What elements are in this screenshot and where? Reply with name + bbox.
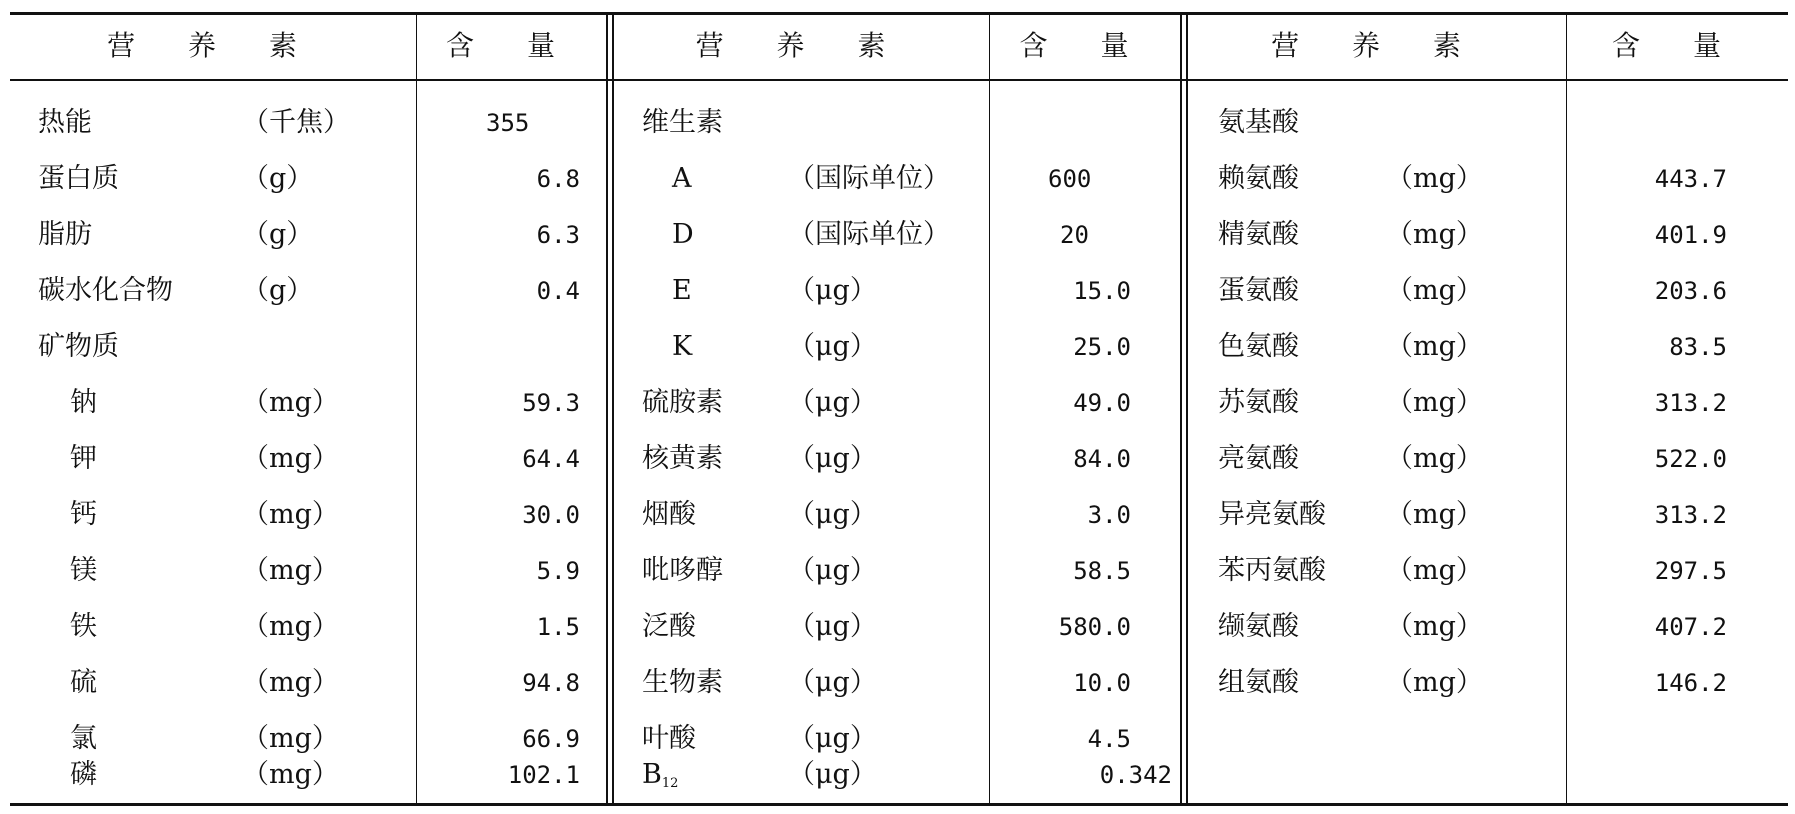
- table-bottom-rule: [10, 803, 1788, 806]
- nutrient-name: K: [672, 331, 693, 362]
- nutrient-unit: （μg）: [788, 611, 877, 642]
- nutrient-unit: （g）: [242, 163, 314, 194]
- nutrient-unit: （mg）: [1386, 499, 1483, 530]
- header-nutrient-3: 营 养 素: [1271, 29, 1483, 62]
- nutrient-value: 49.0: [1073, 389, 1131, 417]
- nutrient-value: 66.9: [522, 725, 580, 753]
- nutrient-value: 20: [1060, 221, 1089, 249]
- nutrient-value: 313.2: [1654, 389, 1727, 417]
- nutrient-value: 355: [486, 109, 530, 137]
- nutrient-value: 83.5: [1669, 333, 1727, 361]
- nutrient-value: 580.0: [1058, 613, 1131, 641]
- nutrient-unit: （mg）: [242, 611, 339, 642]
- nutrient-unit: （国际单位）: [788, 163, 950, 194]
- nutrient-value: 401.9: [1654, 221, 1727, 249]
- nutrient-unit: （mg）: [242, 499, 339, 530]
- nutrient-unit: （mg）: [242, 443, 339, 474]
- nutrient-name: 色氨酸: [1218, 331, 1299, 362]
- nutrient-value: 102.1: [507, 761, 580, 789]
- nutrient-name: 蛋氨酸: [1218, 275, 1299, 306]
- nutrient-name: 缬氨酸: [1218, 611, 1299, 642]
- nutrient-name: 蛋白质: [38, 163, 119, 194]
- nutrient-value: 25.0: [1073, 333, 1131, 361]
- group-double-rule: [1186, 12, 1188, 806]
- nutrient-name: 赖氨酸: [1218, 163, 1299, 194]
- nutrient-value: 407.2: [1654, 613, 1727, 641]
- nutrient-unit: （g）: [242, 219, 314, 250]
- nutrient-unit: （μg）: [788, 759, 877, 790]
- nutrient-value: 146.2: [1654, 669, 1727, 697]
- nutrient-value: 1.5: [536, 613, 580, 641]
- nutrient-unit: （mg）: [1386, 163, 1483, 194]
- nutrient-name: 组氨酸: [1218, 667, 1299, 698]
- nutrient-name: 氯: [70, 723, 97, 754]
- nutrient-name: 精氨酸: [1218, 219, 1299, 250]
- group-double-rule: [1180, 12, 1182, 806]
- nutrient-value: 30.0: [522, 501, 580, 529]
- nutrient-value: 600: [1048, 165, 1092, 193]
- nutrient-value: 59.3: [522, 389, 580, 417]
- nutrient-unit: （μg）: [788, 387, 877, 418]
- nutrient-value: 0.342: [1099, 761, 1172, 789]
- nutrient-group-label: 矿物质: [38, 331, 119, 362]
- nutrient-value: 64.4: [522, 445, 580, 473]
- nutrient-name: 硫胺素: [642, 387, 723, 418]
- nutrient-value: 6.3: [536, 221, 580, 249]
- nutrient-unit: （mg）: [242, 555, 339, 586]
- nutrient-value: 3.0: [1087, 501, 1131, 529]
- header-nutrient-2: 营 养 素: [695, 29, 908, 62]
- nutrient-group-label: 维生素: [642, 107, 723, 138]
- nutrient-unit: （μg）: [788, 723, 877, 754]
- nutrient-value: 5.9: [536, 557, 580, 585]
- nutrient-value: 6.8: [536, 165, 580, 193]
- nutrient-name: 叶酸: [642, 723, 696, 754]
- header-nutrient-1: 营 养 素: [107, 29, 319, 62]
- nutrient-unit: （mg）: [242, 387, 339, 418]
- nutrient-value: 443.7: [1654, 165, 1727, 193]
- nutrient-value: 297.5: [1654, 557, 1727, 585]
- nutrient-unit: （mg）: [1386, 387, 1483, 418]
- nutrient-group-label: 氨基酸: [1218, 107, 1299, 138]
- nutrient-value: 84.0: [1073, 445, 1131, 473]
- nutrient-unit: （μg）: [788, 667, 877, 698]
- nutrient-name: D: [672, 219, 694, 250]
- nutrient-name: 生物素: [642, 667, 723, 698]
- nutrient-unit: （μg）: [788, 499, 877, 530]
- nutrient-name: 钙: [70, 499, 97, 530]
- nutrient-unit: （μg）: [788, 331, 877, 362]
- nutrient-unit: （μg）: [788, 443, 877, 474]
- nutrient-name: 泛酸: [642, 611, 696, 642]
- nutrient-name: 核黄素: [642, 443, 723, 474]
- nutrient-name: 异亮氨酸: [1218, 499, 1326, 530]
- nutrient-unit: （mg）: [1386, 331, 1483, 362]
- nutrient-name: A: [672, 163, 692, 194]
- nutrient-name: 苯丙氨酸: [1218, 555, 1326, 586]
- nutrient-unit: （mg）: [1386, 275, 1483, 306]
- nutrient-name: 铁: [70, 611, 97, 642]
- nutrient-unit: （μg）: [788, 275, 877, 306]
- nutrient-unit: （mg）: [1386, 219, 1483, 250]
- nutrient-unit: （mg）: [242, 723, 339, 754]
- nutrient-subscript: 12: [661, 776, 679, 791]
- nutrient-name: 热能: [38, 107, 92, 138]
- nutrient-name: 钠: [70, 387, 97, 418]
- nutrient-name: 脂肪: [38, 219, 92, 250]
- nutrient-value: 0.4: [536, 277, 580, 305]
- group-double-rule: [612, 12, 614, 806]
- nutrient-value: 4.5: [1087, 725, 1131, 753]
- nutrient-value: 15.0: [1073, 277, 1131, 305]
- nutrient-value: 94.8: [522, 669, 580, 697]
- nutrient-unit: （mg）: [1386, 555, 1483, 586]
- nutrient-unit: （mg）: [242, 759, 339, 790]
- header-amount-1: 含 量: [446, 29, 577, 62]
- nutrient-name: 镁: [70, 555, 97, 586]
- nutrient-value: 522.0: [1654, 445, 1727, 473]
- nutrient-unit: （g）: [242, 275, 314, 306]
- nutrient-unit: （国际单位）: [788, 219, 950, 250]
- nutrient-value: 313.2: [1654, 501, 1727, 529]
- nutrient-unit: （mg）: [1386, 611, 1483, 642]
- header-bottom-rule: [10, 79, 1788, 81]
- nutrient-name: B: [642, 759, 662, 790]
- nutrient-name: 烟酸: [642, 499, 696, 530]
- nutrient-name-b12: [642, 747, 678, 803]
- nutrient-unit: （mg）: [1386, 443, 1483, 474]
- nutrient-name: 碳水化合物: [38, 275, 173, 306]
- nutrient-name: 钾: [70, 443, 97, 474]
- nutrient-unit: （mg）: [1386, 667, 1483, 698]
- nutrient-name: 硫: [70, 667, 97, 698]
- nutrient-name: 吡哆醇: [642, 555, 723, 586]
- nutrient-unit: （mg）: [242, 667, 339, 698]
- nutrient-unit: （μg）: [788, 555, 877, 586]
- nutrient-value: 10.0: [1073, 669, 1131, 697]
- nutrient-name: 苏氨酸: [1218, 387, 1299, 418]
- nutrient-unit: （千焦）: [242, 107, 350, 138]
- nutrient-name: 亮氨酸: [1218, 443, 1299, 474]
- nutrient-value: 58.5: [1073, 557, 1131, 585]
- header-amount-3: 含 量: [1612, 29, 1743, 62]
- nutrition-table: [10, 12, 1788, 806]
- nutrient-name: 磷: [70, 759, 97, 790]
- group-double-rule: [606, 12, 608, 806]
- header-amount-2: 含 量: [1019, 29, 1151, 62]
- nutrient-name: E: [672, 275, 692, 306]
- nutrient-value: 203.6: [1654, 277, 1727, 305]
